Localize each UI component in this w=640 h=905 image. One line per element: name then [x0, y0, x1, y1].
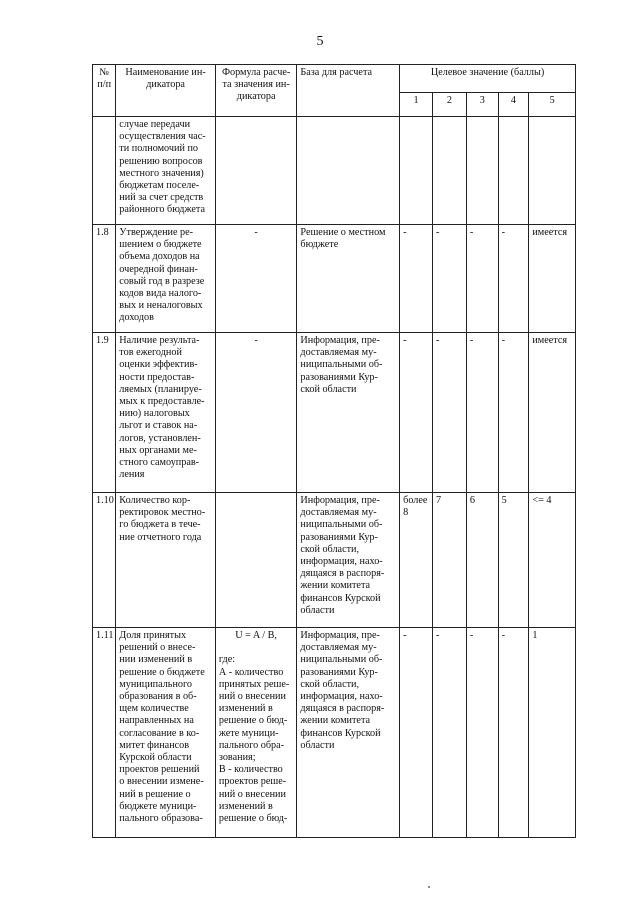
formula-line: решение о бюд-: [218, 813, 288, 825]
formula-line: изменений в: [218, 703, 273, 715]
row-score-3: -: [466, 628, 498, 838]
formula-line: где:: [218, 654, 236, 666]
header-base: База для расчета: [297, 65, 400, 117]
header-score-5: 5: [529, 93, 576, 117]
row-num: 1.11: [93, 628, 116, 838]
formula-line: ний о внесении: [218, 691, 286, 703]
row-formula: [215, 493, 297, 628]
row-base: [297, 117, 400, 225]
header-target: Целевое значение (баллы): [400, 65, 576, 93]
row-num: [93, 117, 116, 225]
table-row: [93, 333, 576, 493]
indicators-table: [92, 64, 576, 838]
row-name: Доля принятых решений о внесе- нии изменений в решение о бюджете муниципального образования в об- щем количестве направленных на согласование в ко- митет финансов Курской области проектов решений о внесении измене- ний в решение о бюджете муници- пального образова-: [116, 628, 216, 838]
row-score-3: [466, 117, 498, 225]
formula-line: изменений в: [218, 800, 273, 812]
row-formula: [215, 117, 297, 225]
formula-line: зования;: [218, 752, 256, 764]
row-score-3: 6: [466, 493, 498, 628]
row-num: 1.8: [93, 225, 116, 333]
row-score-5: имеется: [529, 225, 576, 333]
row-base: Решение о местном бюджете: [297, 225, 400, 333]
row-score-4: -: [498, 333, 529, 493]
formula-line: А - количество: [218, 666, 284, 678]
header-score-3: 3: [466, 93, 498, 117]
formula-line: ний о внесении: [218, 788, 286, 800]
row-name: Утверждение ре- шением о бюджете объема доходов на очередной финан- совый год в разрезе кодов вида налого- вых и неналоговых доходов: [116, 225, 216, 333]
header-num: № п/п: [93, 65, 116, 117]
row-score-4: 5: [498, 493, 529, 628]
row-name: случае передачи осуществления час- ти полномочий по решению вопросов местного значения) бюджетам поселе- ний за счет средств районного бюджета: [116, 117, 216, 225]
table-row: [93, 493, 576, 628]
row-score-2: -: [432, 225, 466, 333]
table-row: [93, 225, 576, 333]
row-base: Информация, пре- доставляемая му- ниципальными об- разованиями Кур- ской области, информация, нахо- дящаяся в распоря- жении комитета финансов Курской области: [297, 493, 400, 628]
row-score-2: [432, 117, 466, 225]
scan-speck: [428, 886, 430, 888]
row-name: Наличие результа- тов ежегодной оценки эффектив- ности предостав- ляемых (планируе- мых к предоставле- нию) налоговых льгот и ставок на- логов, установлен- ных органами ме- стного самоуправ- ления: [116, 333, 216, 493]
row-score-4: -: [498, 628, 529, 838]
row-score-2: 7: [432, 493, 466, 628]
table-row: [93, 628, 576, 838]
header-formula: Формула расче- та значения ин- дикатора: [215, 65, 297, 117]
row-base: Информация, пре- доставляемая му- ниципальными об- разованиями Кур- ской области, информация, нахо- дящаяся в распоря- жении комитета финансов Курской области: [297, 628, 400, 838]
row-score-5: имеется: [529, 333, 576, 493]
row-score-1: -: [400, 628, 433, 838]
header-score-1: 1: [400, 93, 433, 117]
row-score-5: <= 4: [529, 493, 576, 628]
row-score-2: -: [432, 628, 466, 838]
formula-line: проектов реше-: [218, 776, 287, 788]
page-number: 5: [316, 34, 324, 49]
row-num: 1.10: [93, 493, 116, 628]
row-base: Информация, пре- доставляемая му- ниципальными об- разованиями Кур- ской области: [297, 333, 400, 493]
formula-line: жете муници-: [218, 727, 279, 739]
formula-line: [219, 642, 294, 654]
header-score-4: 4: [498, 93, 529, 117]
formula-line: U = A / B,: [235, 630, 277, 641]
header-score-2: 2: [432, 93, 466, 117]
row-score-1: более 8: [400, 493, 433, 628]
row-formula: -: [215, 225, 297, 333]
row-score-5: [529, 117, 576, 225]
row-score-4: [498, 117, 529, 225]
row-score-1: [400, 117, 433, 225]
row-score-3: -: [466, 333, 498, 493]
row-score-5: 1: [529, 628, 576, 838]
formula-line: пального обра-: [218, 739, 285, 751]
table-row: [93, 117, 576, 225]
header-name: Наименование ин- дикатора: [116, 65, 216, 117]
row-num: 1.9: [93, 333, 116, 493]
row-score-2: -: [432, 333, 466, 493]
formula-line: В - количество: [218, 764, 283, 776]
row-score-1: -: [400, 333, 433, 493]
row-formula: -: [215, 333, 297, 493]
row-score-4: -: [498, 225, 529, 333]
row-formula: [215, 628, 297, 838]
formula-line: решение о бюд-: [218, 715, 288, 727]
row-score-1: -: [400, 225, 433, 333]
row-name: Количество кор- ректировок местно- го бюджета в тече- ние отчетного года: [116, 493, 216, 628]
formula-line: принятых реше-: [218, 678, 290, 690]
row-score-3: -: [466, 225, 498, 333]
